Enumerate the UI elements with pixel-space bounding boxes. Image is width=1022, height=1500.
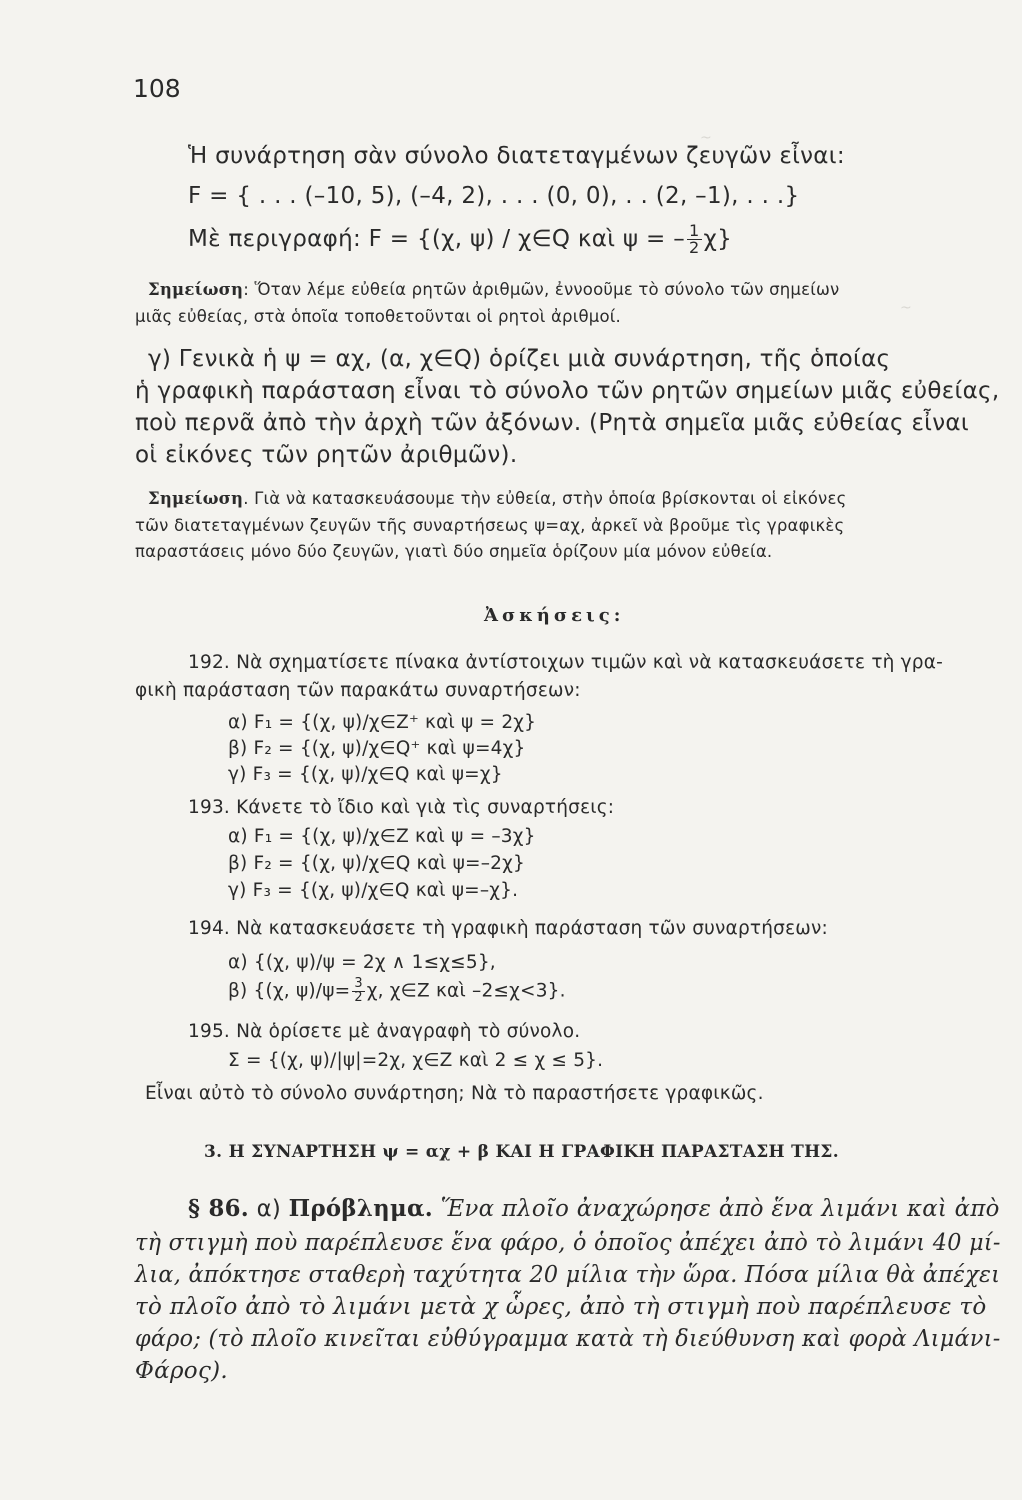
ex-194-b-prefix: β) {(χ, ψ)/ψ=	[228, 980, 351, 1002]
ex-192-b: β) F₂ = {(χ, ψ)/χ∈Q⁺ καὶ ψ=4χ}	[228, 738, 526, 759]
problem-line-3: λια, ἀπόκτησε σταθερὴ ταχύτητα 20 μίλια τὴν ὥρα. Πόσα μίλια θὰ ἀπέχει	[135, 1262, 1001, 1288]
ex-194-line-1: 194. Νὰ κατασκευάσετε τὴ γραφικὴ παράσταση τῶν συναρτήσεων:	[188, 918, 828, 939]
ex-193-a: α) F₁ = {(χ, ψ)/χ∈Z καὶ ψ = –3χ}	[228, 826, 536, 847]
note-1-line-2: μιᾶς εὐθείας, στὰ ὁποῖα τοποθετοῦνται οἱ ρητοὶ ἀριθμοί.	[135, 307, 622, 326]
problem-line-4: τὸ πλοῖο ἀπὸ τὸ λιμάνι μετὰ χ ὧρες, ἀπὸ τὴ στιγμὴ ποὺ παρέπλευσε τὸ	[135, 1294, 987, 1320]
note-2-line-1	[148, 489, 846, 508]
gamma-line-3: ποὺ περνᾶ ἀπὸ τὴν ἀρχὴ τῶν ἀξόνων. (Ρητὰ σημεῖα μιᾶς εὐθείας εἶναι	[135, 410, 969, 436]
ex-194-a: α) {(χ, ψ)/ψ = 2χ ∧ 1≤χ≤5},	[228, 952, 496, 973]
fraction-three-halves	[352, 978, 364, 1005]
ex-192-a: α) F₁ = {(χ, ψ)/χ∈Z⁺ καὶ ψ = 2χ}	[228, 712, 537, 733]
bleed-through-mark: ~	[700, 130, 712, 146]
ex-195-line-1: 195. Νὰ ὁρίσετε μὲ ἀναγραφὴ τὸ σύνολο.	[188, 1021, 581, 1042]
ex-193-b: β) F₂ = {(χ, ψ)/χ∈Q καὶ ψ=–2χ}	[228, 853, 525, 874]
frac-num: 3	[354, 976, 363, 991]
note-1-label: Σημείωση	[148, 280, 244, 299]
ex-194-b	[228, 978, 566, 1005]
gamma-line-1: γ) Γενικὰ ἡ ψ = αχ, (α, χ∈Q) ὁρίζει μιὰ συνάρτηση, τῆς ὁποίας	[148, 346, 891, 372]
ex-195-line-2: Σ = {(χ, ψ)/|ψ|=2χ, χ∈Z καὶ 2 ≤ χ ≤ 5}.	[228, 1050, 604, 1071]
frac-num: 1	[689, 221, 700, 240]
ex-192-c: γ) F₃ = {(χ, ψ)/χ∈Q καὶ ψ=χ}	[228, 764, 503, 785]
gamma-line-2: ἡ γραφικὴ παράσταση εἶναι τὸ σύνολο τῶν ρητῶν σημείων μιᾶς εὐθείας,	[135, 378, 1000, 404]
frac-den: 2	[689, 238, 700, 258]
section-title: 3. Η ΣΥΝΑΡΤΗΣΗ ψ = αχ + β ΚΑΙ Η ΓΡΑΦΙΚΗ ΠΑΡΑΣΤΑΣΗ ΤΗΣ.	[204, 1142, 839, 1162]
problem-line-1	[188, 1195, 1000, 1222]
exercises-heading: Ἀσκήσεις:	[484, 605, 625, 626]
ex-195-line-3: Εἶναι αὐτὸ τὸ σύνολο συνάρτηση; Νὰ τὸ παραστήσετε γραφικῶς.	[145, 1083, 764, 1104]
note-2-line-2: τῶν διατεταγμένων ζευγῶν τῆς συναρτήσεως ψ=αχ, ἀρκεῖ νὰ βροῦμε τὶς γραφικὲς	[135, 516, 845, 535]
page-number: 108	[133, 74, 181, 103]
ex-193-c: γ) F₃ = {(χ, ψ)/χ∈Q καὶ ψ=–χ}.	[228, 880, 519, 901]
note-2-text-1: . Γιὰ νὰ κατασκευάσουμε τὴν εὐθεία, στὴν ὁποία βρίσκονται οἱ εἰκόνες	[243, 489, 847, 508]
note-2-label: Σημείωση	[148, 489, 244, 508]
ex-192-line-1: 192. Νὰ σχηματίσετε πίνακα ἀντίστοιχων τιμῶν καὶ νὰ κατασκευάσετε τὴ γρα-	[188, 652, 944, 673]
bleed-through-mark: ~	[900, 300, 912, 316]
intro-line-1: Ἡ συνάρτηση σὰν σύνολο διατεταγμένων ζευγῶν εἶναι:	[188, 143, 845, 169]
gamma-line-4: οἱ εἰκόνες τῶν ρητῶν ἀριθμῶν).	[135, 442, 518, 468]
problem-line-6: Φάρος).	[135, 1358, 229, 1384]
intro-line-3	[188, 223, 732, 256]
intro-line-3-prefix: Μὲ περιγραφή: F = {(χ, ψ) / χ∈Q καὶ ψ = –	[188, 226, 685, 253]
problem-text-1: Ἕνα πλοῖο ἀναχώρησε ἀπὸ ἕνα λιμάνι καὶ ἀπὸ	[440, 1196, 1000, 1222]
intro-line-2: F = { . . . (–10, 5), (–4, 2), . . . (0, 0), . . (2, –1), . . .}	[188, 183, 800, 209]
problem-part-label: α)	[256, 1196, 282, 1222]
note-1-text-1: : Ὅταν λέμε εὐθεία ρητῶν ἀριθμῶν, ἐννοοῦμε τὸ σύνολο τῶν σημείων	[243, 280, 840, 299]
intro-line-3-suffix: χ}	[703, 226, 733, 253]
ex-193-line-1: 193. Κάνετε τὸ ἴδιο καὶ γιὰ τὶς συναρτήσεις:	[188, 797, 615, 818]
problem-label: Πρόβλημα.	[288, 1195, 434, 1222]
note-1-line-1	[148, 280, 839, 299]
problem-section-number: § 86.	[188, 1195, 250, 1222]
ex-192-line-2: φικὴ παράσταση τῶν παρακάτω συναρτήσεων:	[135, 680, 581, 701]
note-2-line-3: παραστάσεις μόνο δύο ζευγῶν, γιατὶ δύο σημεῖα ὁρίζουν μία μόνον εὐθεία.	[135, 542, 773, 561]
problem-line-5: φάρο; (τὸ πλοῖο κινεῖται εὐθύγραμμα κατὰ τὴ διεύθυνση καὶ φορὰ Λιμάνι-	[135, 1326, 1001, 1352]
frac-den: 2	[354, 989, 363, 1005]
problem-line-2: τὴ στιγμὴ ποὺ παρέπλευσε ἕνα φάρο, ὁ ὁποῖος ἀπέχει ἀπὸ τὸ λιμάνι 40 μί-	[135, 1230, 1001, 1256]
fraction-one-half	[687, 223, 702, 256]
ex-194-b-suffix: χ, χ∈Z καὶ –2≤χ<3}.	[366, 980, 566, 1002]
